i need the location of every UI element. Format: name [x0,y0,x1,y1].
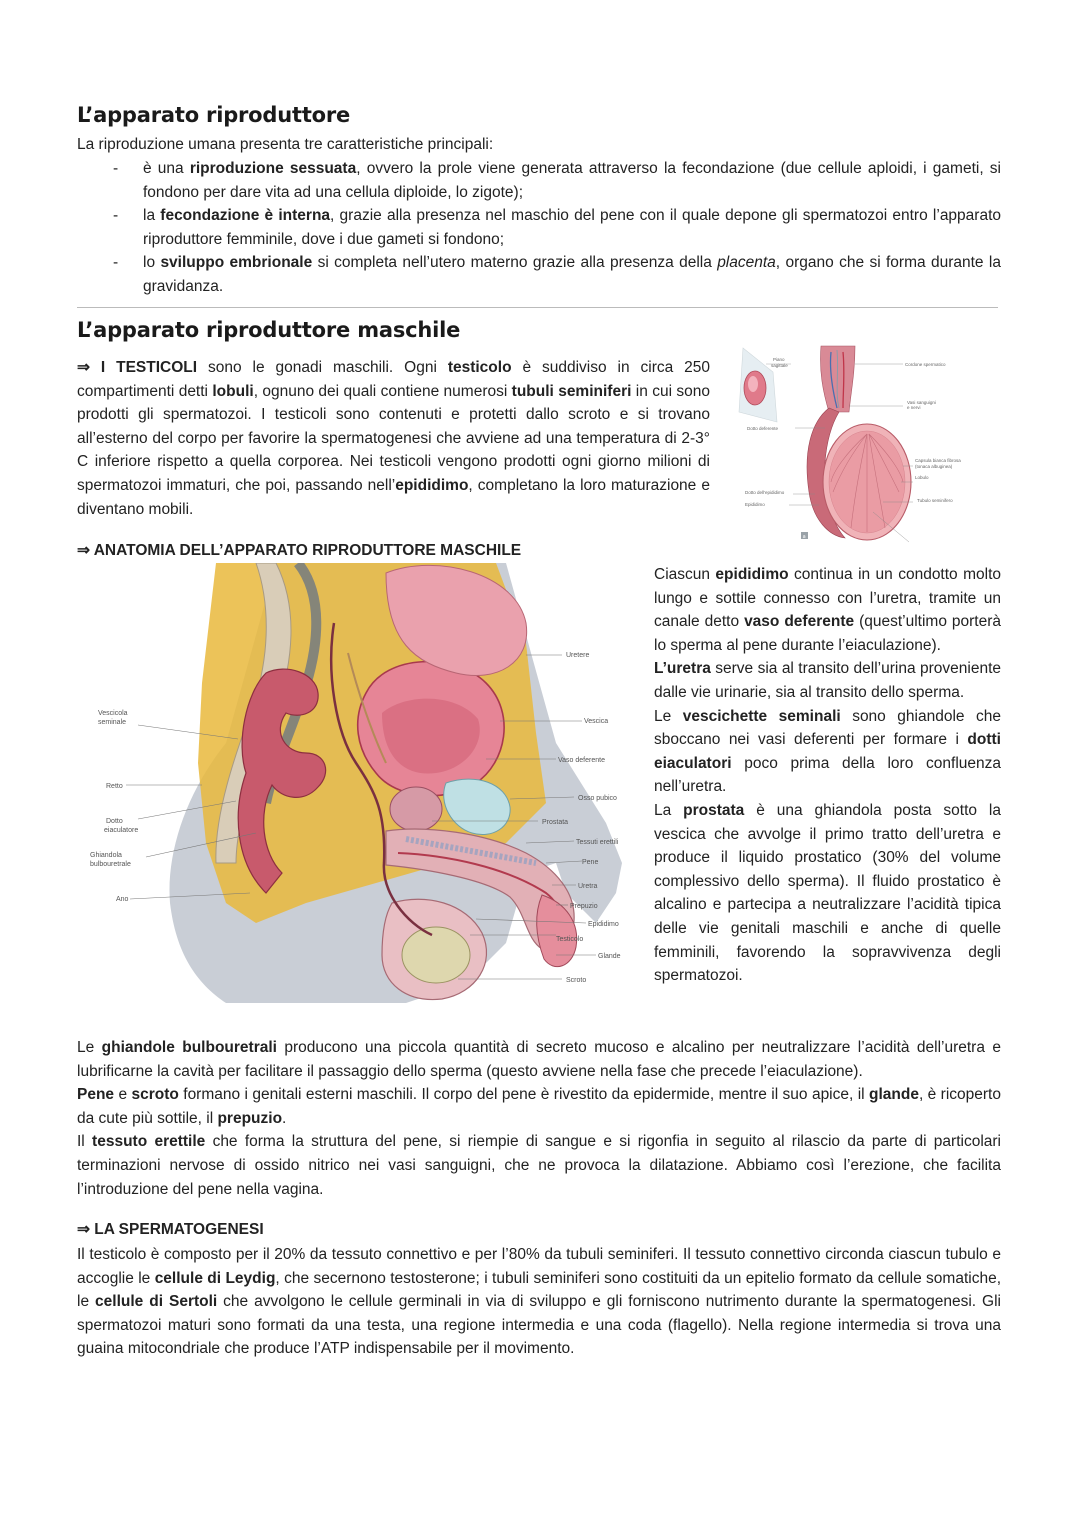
spermatogenesis-heading: ⇒ LA SPERMATOGENESI [77,1221,264,1238]
list-item: - è una riproduzione sessuata, ovvero la prole viene generata attraverso la fecondazione (due cellule aploidi, i gameti, si fondono per dare vita ad una cellula diploide, lo zigote); [113,160,1001,201]
svg-text:Tubulo seminifero: Tubulo seminifero [917,498,953,503]
svg-text:bulbouretrale: bulbouretrale [90,861,131,868]
svg-text:Glande: Glande [598,953,621,960]
intro-paragraph: La riproduzione umana presenta tre caratteristiche principali: [77,136,494,153]
svg-text:Epididimo: Epididimo [588,921,619,928]
characteristics-list [77,157,1001,299]
svg-text:Piano: Piano [773,357,785,362]
svg-text:Tessuti erettili: Tessuti erettili [576,839,619,846]
duct-description-column: Ciascun epididimo continua in un condotto molto lungo e sottile connesso con l’uretra, tramite un canale detto vaso deferente (quest’ultimo porterà lo sperma al pene durante l’eiaculazione). L’uretra serve sia al transito dell’urina proveniente dalle vie urinarie, sia al transito dello sperma. Le vescichette seminali sono ghiandole che sboccano nei vasi deferenti per formare i dotti eiaculatori poco prima della loro confluenza nell’uretra. La prostata è una ghiandola posta sotto la vescica che avvolge il primo tratto dell’uretra e produce il liquido prostatico (30% del volume complessivo dello sperma). Il fluido prostatico è alcalino e partecipa a neutralizzare l’acidità tipica delle vie genitali maschili e anche di quelle femminili, favorendo la sopravvivenza degli spermatozoi. [654,566,1002,985]
svg-text:Prepuzio: Prepuzio [570,903,598,910]
section-title-reproductive-system: L’apparato riproduttore [77,103,351,127]
svg-text:Uretere: Uretere [566,652,590,659]
svg-text:Dotto dell’epididimo: Dotto dell’epididimo [745,490,785,495]
male-anatomy-illustration [86,563,642,1007]
svg-text:Epididimo: Epididimo [745,502,765,507]
svg-text:Vaso deferente: Vaso deferente [558,757,605,764]
external-genitals-paragraph: Le ghiandole bulbouretrali producono una piccola quantità di secreto mucoso e alcalino per neutralizzare l’acidità dell’uretra e lubrificarne la cavità per facilitare il passaggio dello sperma (questo avviene nella fase che precede l’eiaculazione). Pene e scroto formano i genitali esterni maschili. Il corpo del pene è rivestito da epidermide, mentre il suo apice, il glande, è ricoperto da cute più sottile, il prepuzio. Il tessuto erettile che forma la struttura del pene, si riempie di sangue e si rigonfia in seguito al rilascio da parte di particolari terminazioni nervose di ossido nitrico nei vasi sanguigni, che ne provoca la dilatazione. Abbiamo così l’erezione, che facilita l’introduzione del pene nella vagina. [77,1039,1001,1198]
svg-text:Uretra: Uretra [578,883,598,890]
list-item: - la fecondazione è interna, grazie alla presenza nel maschio del pene con il quale depone gli spermatozoi entro l’apparato riproduttore femminile, dove i due gameti si fondono; [113,207,1002,248]
svg-text:Dotto: Dotto [106,818,123,825]
svg-text:eiaculatore: eiaculatore [104,827,139,834]
svg-text:Retto: Retto [106,783,123,790]
section-title-male-system: L’apparato riproduttore maschile [77,318,461,342]
svg-text:Capsula bianca fibrosa: Capsula bianca fibrosa [915,458,961,463]
svg-text:Ano: Ano [116,896,129,903]
testicles-paragraph: ⇒ I TESTICOLI sono le gonadi maschili. Ogni testicolo è suddiviso in circa 250 compartimenti detti lobuli, ognuno dei quali contiene numerosi tubuli seminiferi in cui sono prodotti gli spermatozoi. I testicoli sono contenuti e protetti dallo scroto e si trovano all’esterno del corpo per favorire la spermatogenesi che avviene ad una temperatura di 2-3° C inferiore rispetto a quella corporea. Nei testicoli vengono prodotti ogni giorno milioni di spermatozoi immaturi, che poi, passando nell’epididimo, completano la loro maturazione e diventano mobili. [77,359,711,518]
svg-text:Prostata: Prostata [542,819,569,826]
spermatogenesis-paragraph: Il testicolo è composto per il 20% da tessuto connettivo e per l’80% da tubuli seminiferi. Il tessuto connettivo circonda ciascun tubulo e accoglie le cellule di Leydig, che secernono testosterone; i tubuli seminiferi sono costituiti da un epitelio formato da cellule somatiche, le cellule di Sertoli che avvolgono le cellule germinali in via di sviluppo e gli forniscono nutrimento durante la spermatogenesi. Gli spermatozoi maturi sono formati da una testa, una regione intermedia e una coda (flagello). Nella regione intermedia si trova una guaina mitocondriale che produce l’ATP indispensabile per il movimento. [77,1246,1002,1358]
list-item: - lo sviluppo embrionale si completa nell’utero materno grazie alla presenza della placenta, organo che si forma durante la gravidanza. [113,254,1001,295]
svg-text:Ghiandola: Ghiandola [90,852,122,859]
svg-text:Testicolo: Testicolo [556,936,584,943]
svg-text:Vescica: Vescica [584,718,609,725]
anatomy-heading: ⇒ ANATOMIA DELL’APPARATO RIPRODUTTORE MASCHILE [77,542,522,559]
svg-text:Cordone spermatico: Cordone spermatico [905,362,946,367]
section-divider [77,307,998,308]
svg-text:Lobulo: Lobulo [915,475,929,480]
svg-text:a: a [802,533,806,540]
svg-text:Dotto deferente: Dotto deferente [747,426,779,431]
svg-text:Vescicola: Vescicola [98,710,128,717]
svg-text:seminale: seminale [98,719,127,726]
svg-text:Pene: Pene [582,859,599,866]
svg-text:e nervi: e nervi [907,405,921,410]
svg-text:Scroto: Scroto [566,977,587,984]
svg-text:Vasi sanguigni: Vasi sanguigni [907,400,936,405]
svg-text:Osso pubico: Osso pubico [578,795,617,802]
svg-text:(tonaca albuginea): (tonaca albuginea) [915,464,953,469]
testis-illustration [733,342,1001,546]
svg-text:sagittale: sagittale [771,363,788,368]
